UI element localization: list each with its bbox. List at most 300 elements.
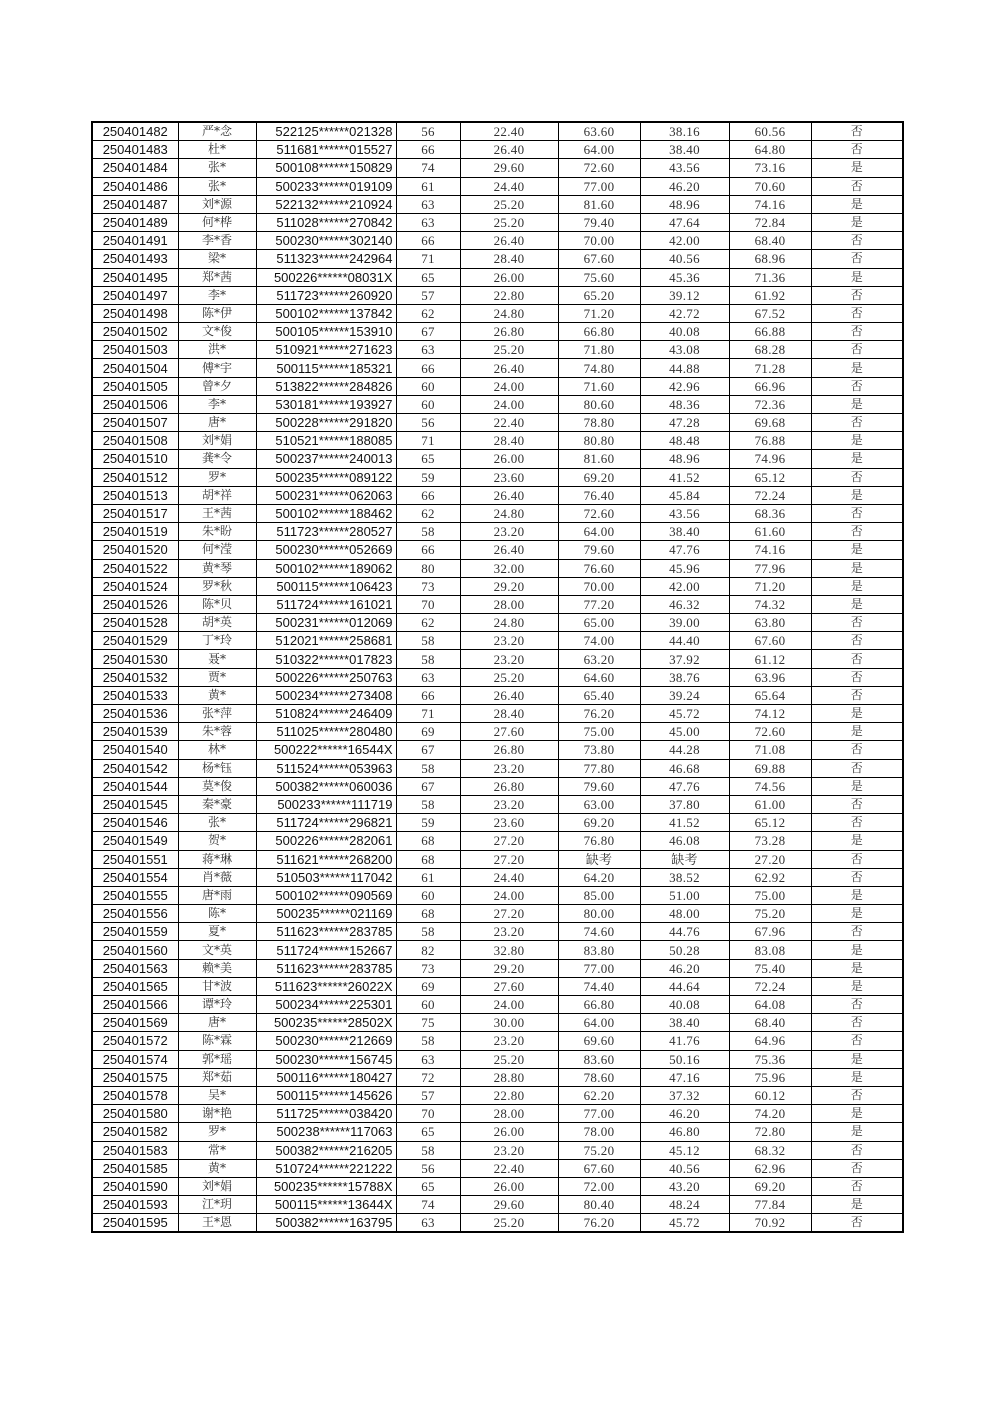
written-score-cell: 58 bbox=[396, 523, 460, 541]
qualified-flag-cell: 是 bbox=[811, 723, 903, 741]
total-score-cell: 72.24 bbox=[729, 977, 811, 995]
total-score-cell: 73.28 bbox=[729, 832, 811, 850]
interview-weighted-cell: 44.76 bbox=[640, 923, 729, 941]
interview-score-cell: 64.00 bbox=[558, 141, 640, 159]
written-score-cell: 56 bbox=[396, 1159, 460, 1177]
total-score-cell: 71.36 bbox=[729, 268, 811, 286]
qualified-flag-cell: 是 bbox=[811, 595, 903, 613]
qualified-flag-cell: 否 bbox=[811, 177, 903, 195]
written-weighted-cell: 23.20 bbox=[460, 759, 558, 777]
total-score-cell: 74.16 bbox=[729, 195, 811, 213]
interview-score-cell: 63.20 bbox=[558, 650, 640, 668]
candidate-id-cell: 250401575 bbox=[92, 1068, 178, 1086]
id-card-number-cell: 510521******188085 bbox=[256, 432, 396, 450]
total-score-cell: 74.20 bbox=[729, 1105, 811, 1123]
interview-score-cell: 70.00 bbox=[558, 232, 640, 250]
qualified-flag-cell: 否 bbox=[811, 795, 903, 813]
candidate-name-cell: 谢*艳 bbox=[178, 1105, 256, 1123]
id-card-number-cell: 500382******163795 bbox=[256, 1214, 396, 1233]
interview-score-cell: 85.00 bbox=[558, 886, 640, 904]
table-row bbox=[92, 814, 903, 832]
total-score-cell: 67.60 bbox=[729, 632, 811, 650]
candidate-name-cell: 李* bbox=[178, 395, 256, 413]
total-score-cell: 69.88 bbox=[729, 759, 811, 777]
candidate-id-cell: 250401489 bbox=[92, 213, 178, 231]
qualified-flag-cell: 是 bbox=[811, 1105, 903, 1123]
total-score-cell: 70.60 bbox=[729, 177, 811, 195]
written-score-cell: 65 bbox=[396, 1177, 460, 1195]
candidate-name-cell: 肖*薇 bbox=[178, 868, 256, 886]
candidate-name-cell: 朱*蓉 bbox=[178, 723, 256, 741]
interview-weighted-cell: 46.08 bbox=[640, 832, 729, 850]
id-card-number-cell: 500115******185321 bbox=[256, 359, 396, 377]
written-score-cell: 80 bbox=[396, 559, 460, 577]
candidate-name-cell: 刘*源 bbox=[178, 195, 256, 213]
interview-score-cell: 77.00 bbox=[558, 959, 640, 977]
candidate-id-cell: 250401483 bbox=[92, 141, 178, 159]
candidate-name-cell: 夏* bbox=[178, 923, 256, 941]
written-score-cell: 67 bbox=[396, 323, 460, 341]
interview-score-cell: 75.60 bbox=[558, 268, 640, 286]
interview-score-cell: 72.00 bbox=[558, 1177, 640, 1195]
candidate-name-cell: 秦*豪 bbox=[178, 795, 256, 813]
qualified-flag-cell: 否 bbox=[811, 304, 903, 322]
qualified-flag-cell: 否 bbox=[811, 250, 903, 268]
candidate-id-cell: 250401540 bbox=[92, 741, 178, 759]
candidate-id-cell: 250401533 bbox=[92, 686, 178, 704]
written-score-cell: 57 bbox=[396, 286, 460, 304]
interview-weighted-cell: 40.08 bbox=[640, 323, 729, 341]
candidate-name-cell: 曾*夕 bbox=[178, 377, 256, 395]
written-score-cell: 58 bbox=[396, 1032, 460, 1050]
interview-weighted-cell: 43.56 bbox=[640, 504, 729, 522]
candidate-name-cell: 张* bbox=[178, 177, 256, 195]
table-row bbox=[92, 868, 903, 886]
interview-weighted-cell: 40.56 bbox=[640, 250, 729, 268]
interview-weighted-cell: 41.52 bbox=[640, 468, 729, 486]
qualified-flag-cell: 否 bbox=[811, 1214, 903, 1233]
candidate-id-cell: 250401502 bbox=[92, 323, 178, 341]
candidate-id-cell: 250401563 bbox=[92, 959, 178, 977]
candidate-name-cell: 林* bbox=[178, 741, 256, 759]
table-row bbox=[92, 1050, 903, 1068]
qualified-flag-cell: 是 bbox=[811, 777, 903, 795]
id-card-number-cell: 500233******019109 bbox=[256, 177, 396, 195]
total-score-cell: 62.92 bbox=[729, 868, 811, 886]
candidate-id-cell: 250401536 bbox=[92, 705, 178, 723]
interview-weighted-cell: 44.28 bbox=[640, 741, 729, 759]
candidate-id-cell: 250401497 bbox=[92, 286, 178, 304]
written-score-cell: 61 bbox=[396, 868, 460, 886]
interview-weighted-cell: 48.96 bbox=[640, 195, 729, 213]
candidate-id-cell: 250401565 bbox=[92, 977, 178, 995]
interview-score-cell: 75.20 bbox=[558, 1141, 640, 1159]
id-card-number-cell: 500231******062063 bbox=[256, 486, 396, 504]
interview-score-cell: 79.60 bbox=[558, 541, 640, 559]
table-row bbox=[92, 1032, 903, 1050]
written-score-cell: 59 bbox=[396, 468, 460, 486]
written-weighted-cell: 24.00 bbox=[460, 377, 558, 395]
interview-score-cell: 83.80 bbox=[558, 941, 640, 959]
table-row bbox=[92, 595, 903, 613]
table-row bbox=[92, 286, 903, 304]
candidate-name-cell: 江*玥 bbox=[178, 1196, 256, 1214]
written-score-cell: 63 bbox=[396, 213, 460, 231]
candidate-id-cell: 250401504 bbox=[92, 359, 178, 377]
interview-score-cell: 72.60 bbox=[558, 159, 640, 177]
interview-score-cell: 80.00 bbox=[558, 905, 640, 923]
interview-score-cell: 81.60 bbox=[558, 450, 640, 468]
candidate-name-cell: 陈*贝 bbox=[178, 595, 256, 613]
table-row bbox=[92, 395, 903, 413]
candidate-id-cell: 250401590 bbox=[92, 1177, 178, 1195]
qualified-flag-cell: 否 bbox=[811, 1141, 903, 1159]
interview-weighted-cell: 37.92 bbox=[640, 650, 729, 668]
interview-weighted-cell: 41.76 bbox=[640, 1032, 729, 1050]
total-score-cell: 68.36 bbox=[729, 504, 811, 522]
written-weighted-cell: 29.60 bbox=[460, 1196, 558, 1214]
candidate-name-cell: 何*滢 bbox=[178, 541, 256, 559]
written-weighted-cell: 32.80 bbox=[460, 941, 558, 959]
id-card-number-cell: 500115******106423 bbox=[256, 577, 396, 595]
id-card-number-cell: 500226******250763 bbox=[256, 668, 396, 686]
candidate-id-cell: 250401508 bbox=[92, 432, 178, 450]
total-score-cell: 74.16 bbox=[729, 541, 811, 559]
written-weighted-cell: 26.80 bbox=[460, 741, 558, 759]
written-weighted-cell: 26.40 bbox=[460, 232, 558, 250]
qualified-flag-cell: 否 bbox=[811, 377, 903, 395]
total-score-cell: 83.08 bbox=[729, 941, 811, 959]
table-row bbox=[92, 1177, 903, 1195]
qualified-flag-cell: 是 bbox=[811, 1050, 903, 1068]
candidate-name-cell: 梁* bbox=[178, 250, 256, 268]
written-score-cell: 75 bbox=[396, 1014, 460, 1032]
table-row bbox=[92, 941, 903, 959]
written-score-cell: 66 bbox=[396, 232, 460, 250]
total-score-cell: 68.40 bbox=[729, 1014, 811, 1032]
candidate-id-cell: 250401574 bbox=[92, 1050, 178, 1068]
qualified-flag-cell: 是 bbox=[811, 195, 903, 213]
candidate-name-cell: 贺* bbox=[178, 832, 256, 850]
qualified-flag-cell: 否 bbox=[811, 341, 903, 359]
written-score-cell: 72 bbox=[396, 1068, 460, 1086]
qualified-flag-cell: 是 bbox=[811, 395, 903, 413]
interview-weighted-cell: 42.72 bbox=[640, 304, 729, 322]
qualified-flag-cell: 是 bbox=[811, 486, 903, 504]
id-card-number-cell: 500222******16544X bbox=[256, 741, 396, 759]
interview-score-cell: 67.60 bbox=[558, 250, 640, 268]
written-weighted-cell: 28.00 bbox=[460, 595, 558, 613]
interview-weighted-cell: 42.00 bbox=[640, 577, 729, 595]
table-row bbox=[92, 1196, 903, 1214]
id-card-number-cell: 500102******188462 bbox=[256, 504, 396, 522]
written-weighted-cell: 26.40 bbox=[460, 686, 558, 704]
written-weighted-cell: 22.40 bbox=[460, 122, 558, 141]
total-score-cell: 63.80 bbox=[729, 614, 811, 632]
table-row bbox=[92, 996, 903, 1014]
qualified-flag-cell: 是 bbox=[811, 959, 903, 977]
written-score-cell: 66 bbox=[396, 141, 460, 159]
written-weighted-cell: 23.20 bbox=[460, 795, 558, 813]
id-card-number-cell: 511724******296821 bbox=[256, 814, 396, 832]
interview-score-cell: 62.20 bbox=[558, 1086, 640, 1104]
total-score-cell: 61.00 bbox=[729, 795, 811, 813]
written-weighted-cell: 23.60 bbox=[460, 814, 558, 832]
written-score-cell: 65 bbox=[396, 450, 460, 468]
candidate-name-cell: 文*英 bbox=[178, 941, 256, 959]
written-score-cell: 82 bbox=[396, 941, 460, 959]
interview-score-cell: 78.60 bbox=[558, 1068, 640, 1086]
id-card-number-cell: 500228******291820 bbox=[256, 414, 396, 432]
candidate-name-cell: 甘*波 bbox=[178, 977, 256, 995]
total-score-cell: 60.12 bbox=[729, 1086, 811, 1104]
written-weighted-cell: 26.00 bbox=[460, 1123, 558, 1141]
interview-weighted-cell: 51.00 bbox=[640, 886, 729, 904]
total-score-cell: 64.80 bbox=[729, 141, 811, 159]
total-score-cell: 65.12 bbox=[729, 814, 811, 832]
interview-score-cell: 77.20 bbox=[558, 595, 640, 613]
total-score-cell: 65.12 bbox=[729, 468, 811, 486]
id-card-number-cell: 511028******270842 bbox=[256, 213, 396, 231]
interview-weighted-cell: 47.28 bbox=[640, 414, 729, 432]
table-row bbox=[92, 686, 903, 704]
total-score-cell: 76.88 bbox=[729, 432, 811, 450]
total-score-cell: 66.96 bbox=[729, 377, 811, 395]
interview-weighted-cell: 45.36 bbox=[640, 268, 729, 286]
qualified-flag-cell: 是 bbox=[811, 941, 903, 959]
candidate-id-cell: 250401580 bbox=[92, 1105, 178, 1123]
interview-weighted-cell: 38.76 bbox=[640, 668, 729, 686]
written-weighted-cell: 23.60 bbox=[460, 468, 558, 486]
id-card-number-cell: 510503******117042 bbox=[256, 868, 396, 886]
table-row bbox=[92, 232, 903, 250]
qualified-flag-cell: 是 bbox=[811, 1068, 903, 1086]
interview-score-cell: 缺考 bbox=[558, 850, 640, 868]
table-row bbox=[92, 905, 903, 923]
written-score-cell: 56 bbox=[396, 122, 460, 141]
interview-score-cell: 69.20 bbox=[558, 814, 640, 832]
total-score-cell: 71.08 bbox=[729, 741, 811, 759]
interview-score-cell: 79.40 bbox=[558, 213, 640, 231]
candidate-id-cell: 250401549 bbox=[92, 832, 178, 850]
qualified-flag-cell: 否 bbox=[811, 504, 903, 522]
total-score-cell: 74.12 bbox=[729, 705, 811, 723]
written-weighted-cell: 29.20 bbox=[460, 577, 558, 595]
interview-weighted-cell: 43.08 bbox=[640, 341, 729, 359]
total-score-cell: 72.24 bbox=[729, 486, 811, 504]
table-row bbox=[92, 705, 903, 723]
id-card-number-cell: 500233******111719 bbox=[256, 795, 396, 813]
interview-score-cell: 67.60 bbox=[558, 1159, 640, 1177]
written-score-cell: 71 bbox=[396, 432, 460, 450]
candidate-name-cell: 刘*娟 bbox=[178, 1177, 256, 1195]
total-score-cell: 69.68 bbox=[729, 414, 811, 432]
interview-weighted-cell: 37.80 bbox=[640, 795, 729, 813]
written-weighted-cell: 25.20 bbox=[460, 1214, 558, 1233]
qualified-flag-cell: 否 bbox=[811, 1014, 903, 1032]
total-score-cell: 74.56 bbox=[729, 777, 811, 795]
written-score-cell: 63 bbox=[396, 1050, 460, 1068]
written-weighted-cell: 27.20 bbox=[460, 832, 558, 850]
interview-weighted-cell: 46.80 bbox=[640, 1123, 729, 1141]
candidate-name-cell: 黄* bbox=[178, 1159, 256, 1177]
table-row bbox=[92, 1141, 903, 1159]
candidate-name-cell: 罗* bbox=[178, 468, 256, 486]
interview-score-cell: 71.80 bbox=[558, 341, 640, 359]
written-weighted-cell: 25.20 bbox=[460, 195, 558, 213]
written-weighted-cell: 26.00 bbox=[460, 1177, 558, 1195]
interview-weighted-cell: 38.40 bbox=[640, 1014, 729, 1032]
id-card-number-cell: 500230******212669 bbox=[256, 1032, 396, 1050]
interview-score-cell: 80.60 bbox=[558, 395, 640, 413]
interview-weighted-cell: 47.64 bbox=[640, 213, 729, 231]
table-row bbox=[92, 723, 903, 741]
total-score-cell: 72.36 bbox=[729, 395, 811, 413]
interview-score-cell: 76.20 bbox=[558, 705, 640, 723]
table-row bbox=[92, 1068, 903, 1086]
candidate-name-cell: 王*恩 bbox=[178, 1214, 256, 1233]
qualified-flag-cell: 否 bbox=[811, 759, 903, 777]
table-row bbox=[92, 632, 903, 650]
interview-score-cell: 71.60 bbox=[558, 377, 640, 395]
interview-weighted-cell: 44.88 bbox=[640, 359, 729, 377]
candidate-name-cell: 谭*玲 bbox=[178, 996, 256, 1014]
table-row bbox=[92, 323, 903, 341]
table-row bbox=[92, 268, 903, 286]
qualified-flag-cell: 否 bbox=[811, 996, 903, 1014]
id-card-number-cell: 500235******021169 bbox=[256, 905, 396, 923]
interview-weighted-cell: 43.20 bbox=[640, 1177, 729, 1195]
interview-weighted-cell: 45.72 bbox=[640, 705, 729, 723]
id-card-number-cell: 500238******117063 bbox=[256, 1123, 396, 1141]
interview-score-cell: 79.60 bbox=[558, 777, 640, 795]
written-weighted-cell: 29.60 bbox=[460, 159, 558, 177]
table-row bbox=[92, 1014, 903, 1032]
id-card-number-cell: 500235******15788X bbox=[256, 1177, 396, 1195]
candidate-id-cell: 250401491 bbox=[92, 232, 178, 250]
interview-weighted-cell: 48.00 bbox=[640, 905, 729, 923]
table-row bbox=[92, 959, 903, 977]
written-score-cell: 71 bbox=[396, 705, 460, 723]
interview-weighted-cell: 38.52 bbox=[640, 868, 729, 886]
candidate-name-cell: 严*念 bbox=[178, 122, 256, 141]
qualified-flag-cell: 否 bbox=[811, 814, 903, 832]
candidate-id-cell: 250401503 bbox=[92, 341, 178, 359]
written-weighted-cell: 27.20 bbox=[460, 905, 558, 923]
qualified-flag-cell: 否 bbox=[811, 323, 903, 341]
written-score-cell: 60 bbox=[396, 395, 460, 413]
written-weighted-cell: 26.00 bbox=[460, 450, 558, 468]
interview-weighted-cell: 47.16 bbox=[640, 1068, 729, 1086]
table-row bbox=[92, 1105, 903, 1123]
written-score-cell: 58 bbox=[396, 759, 460, 777]
written-score-cell: 60 bbox=[396, 996, 460, 1014]
id-card-number-cell: 500234******273408 bbox=[256, 686, 396, 704]
interview-score-cell: 76.20 bbox=[558, 1214, 640, 1233]
total-score-cell: 60.56 bbox=[729, 122, 811, 141]
interview-score-cell: 77.00 bbox=[558, 1105, 640, 1123]
interview-score-cell: 64.60 bbox=[558, 668, 640, 686]
id-card-number-cell: 511724******161021 bbox=[256, 595, 396, 613]
candidate-id-cell: 250401519 bbox=[92, 523, 178, 541]
interview-weighted-cell: 45.12 bbox=[640, 1141, 729, 1159]
candidate-id-cell: 250401595 bbox=[92, 1214, 178, 1233]
total-score-cell: 64.08 bbox=[729, 996, 811, 1014]
written-score-cell: 63 bbox=[396, 668, 460, 686]
written-weighted-cell: 24.00 bbox=[460, 996, 558, 1014]
candidate-name-cell: 唐* bbox=[178, 414, 256, 432]
total-score-cell: 63.96 bbox=[729, 668, 811, 686]
id-card-number-cell: 500115******145626 bbox=[256, 1086, 396, 1104]
id-card-number-cell: 511621******268200 bbox=[256, 850, 396, 868]
written-score-cell: 61 bbox=[396, 177, 460, 195]
interview-weighted-cell: 39.24 bbox=[640, 686, 729, 704]
candidate-id-cell: 250401524 bbox=[92, 577, 178, 595]
id-card-number-cell: 500235******28502X bbox=[256, 1014, 396, 1032]
qualified-flag-cell: 否 bbox=[811, 1159, 903, 1177]
interview-score-cell: 73.80 bbox=[558, 741, 640, 759]
qualified-flag-cell: 是 bbox=[811, 886, 903, 904]
interview-score-cell: 70.00 bbox=[558, 577, 640, 595]
written-score-cell: 66 bbox=[396, 359, 460, 377]
id-card-number-cell: 522132******210924 bbox=[256, 195, 396, 213]
written-score-cell: 59 bbox=[396, 814, 460, 832]
candidate-name-cell: 张* bbox=[178, 814, 256, 832]
written-weighted-cell: 27.20 bbox=[460, 850, 558, 868]
written-weighted-cell: 29.20 bbox=[460, 959, 558, 977]
id-card-number-cell: 500234******225301 bbox=[256, 996, 396, 1014]
written-score-cell: 67 bbox=[396, 741, 460, 759]
written-weighted-cell: 27.60 bbox=[460, 723, 558, 741]
candidate-id-cell: 250401539 bbox=[92, 723, 178, 741]
written-weighted-cell: 30.00 bbox=[460, 1014, 558, 1032]
interview-score-cell: 72.60 bbox=[558, 504, 640, 522]
candidate-id-cell: 250401544 bbox=[92, 777, 178, 795]
written-score-cell: 58 bbox=[396, 1141, 460, 1159]
written-score-cell: 58 bbox=[396, 650, 460, 668]
candidate-id-cell: 250401512 bbox=[92, 468, 178, 486]
interview-weighted-cell: 41.52 bbox=[640, 814, 729, 832]
candidate-name-cell: 蒋*琳 bbox=[178, 850, 256, 868]
candidate-id-cell: 250401559 bbox=[92, 923, 178, 941]
candidate-id-cell: 250401506 bbox=[92, 395, 178, 413]
qualified-flag-cell: 否 bbox=[811, 632, 903, 650]
total-score-cell: 61.12 bbox=[729, 650, 811, 668]
candidate-name-cell: 陈* bbox=[178, 905, 256, 923]
total-score-cell: 68.32 bbox=[729, 1141, 811, 1159]
qualified-flag-cell: 是 bbox=[811, 450, 903, 468]
interview-score-cell: 76.80 bbox=[558, 832, 640, 850]
score-table bbox=[91, 121, 904, 1233]
interview-weighted-cell: 48.24 bbox=[640, 1196, 729, 1214]
table-row bbox=[92, 177, 903, 195]
candidate-id-cell: 250401495 bbox=[92, 268, 178, 286]
written-score-cell: 67 bbox=[396, 777, 460, 795]
interview-weighted-cell: 46.68 bbox=[640, 759, 729, 777]
candidate-id-cell: 250401582 bbox=[92, 1123, 178, 1141]
total-score-cell: 77.84 bbox=[729, 1196, 811, 1214]
written-score-cell: 62 bbox=[396, 614, 460, 632]
id-card-number-cell: 511524******053963 bbox=[256, 759, 396, 777]
table-row bbox=[92, 414, 903, 432]
interview-weighted-cell: 50.28 bbox=[640, 941, 729, 959]
id-card-number-cell: 511724******152667 bbox=[256, 941, 396, 959]
qualified-flag-cell: 否 bbox=[811, 650, 903, 668]
total-score-cell: 77.96 bbox=[729, 559, 811, 577]
interview-weighted-cell: 46.32 bbox=[640, 595, 729, 613]
table-row bbox=[92, 468, 903, 486]
qualified-flag-cell: 是 bbox=[811, 359, 903, 377]
